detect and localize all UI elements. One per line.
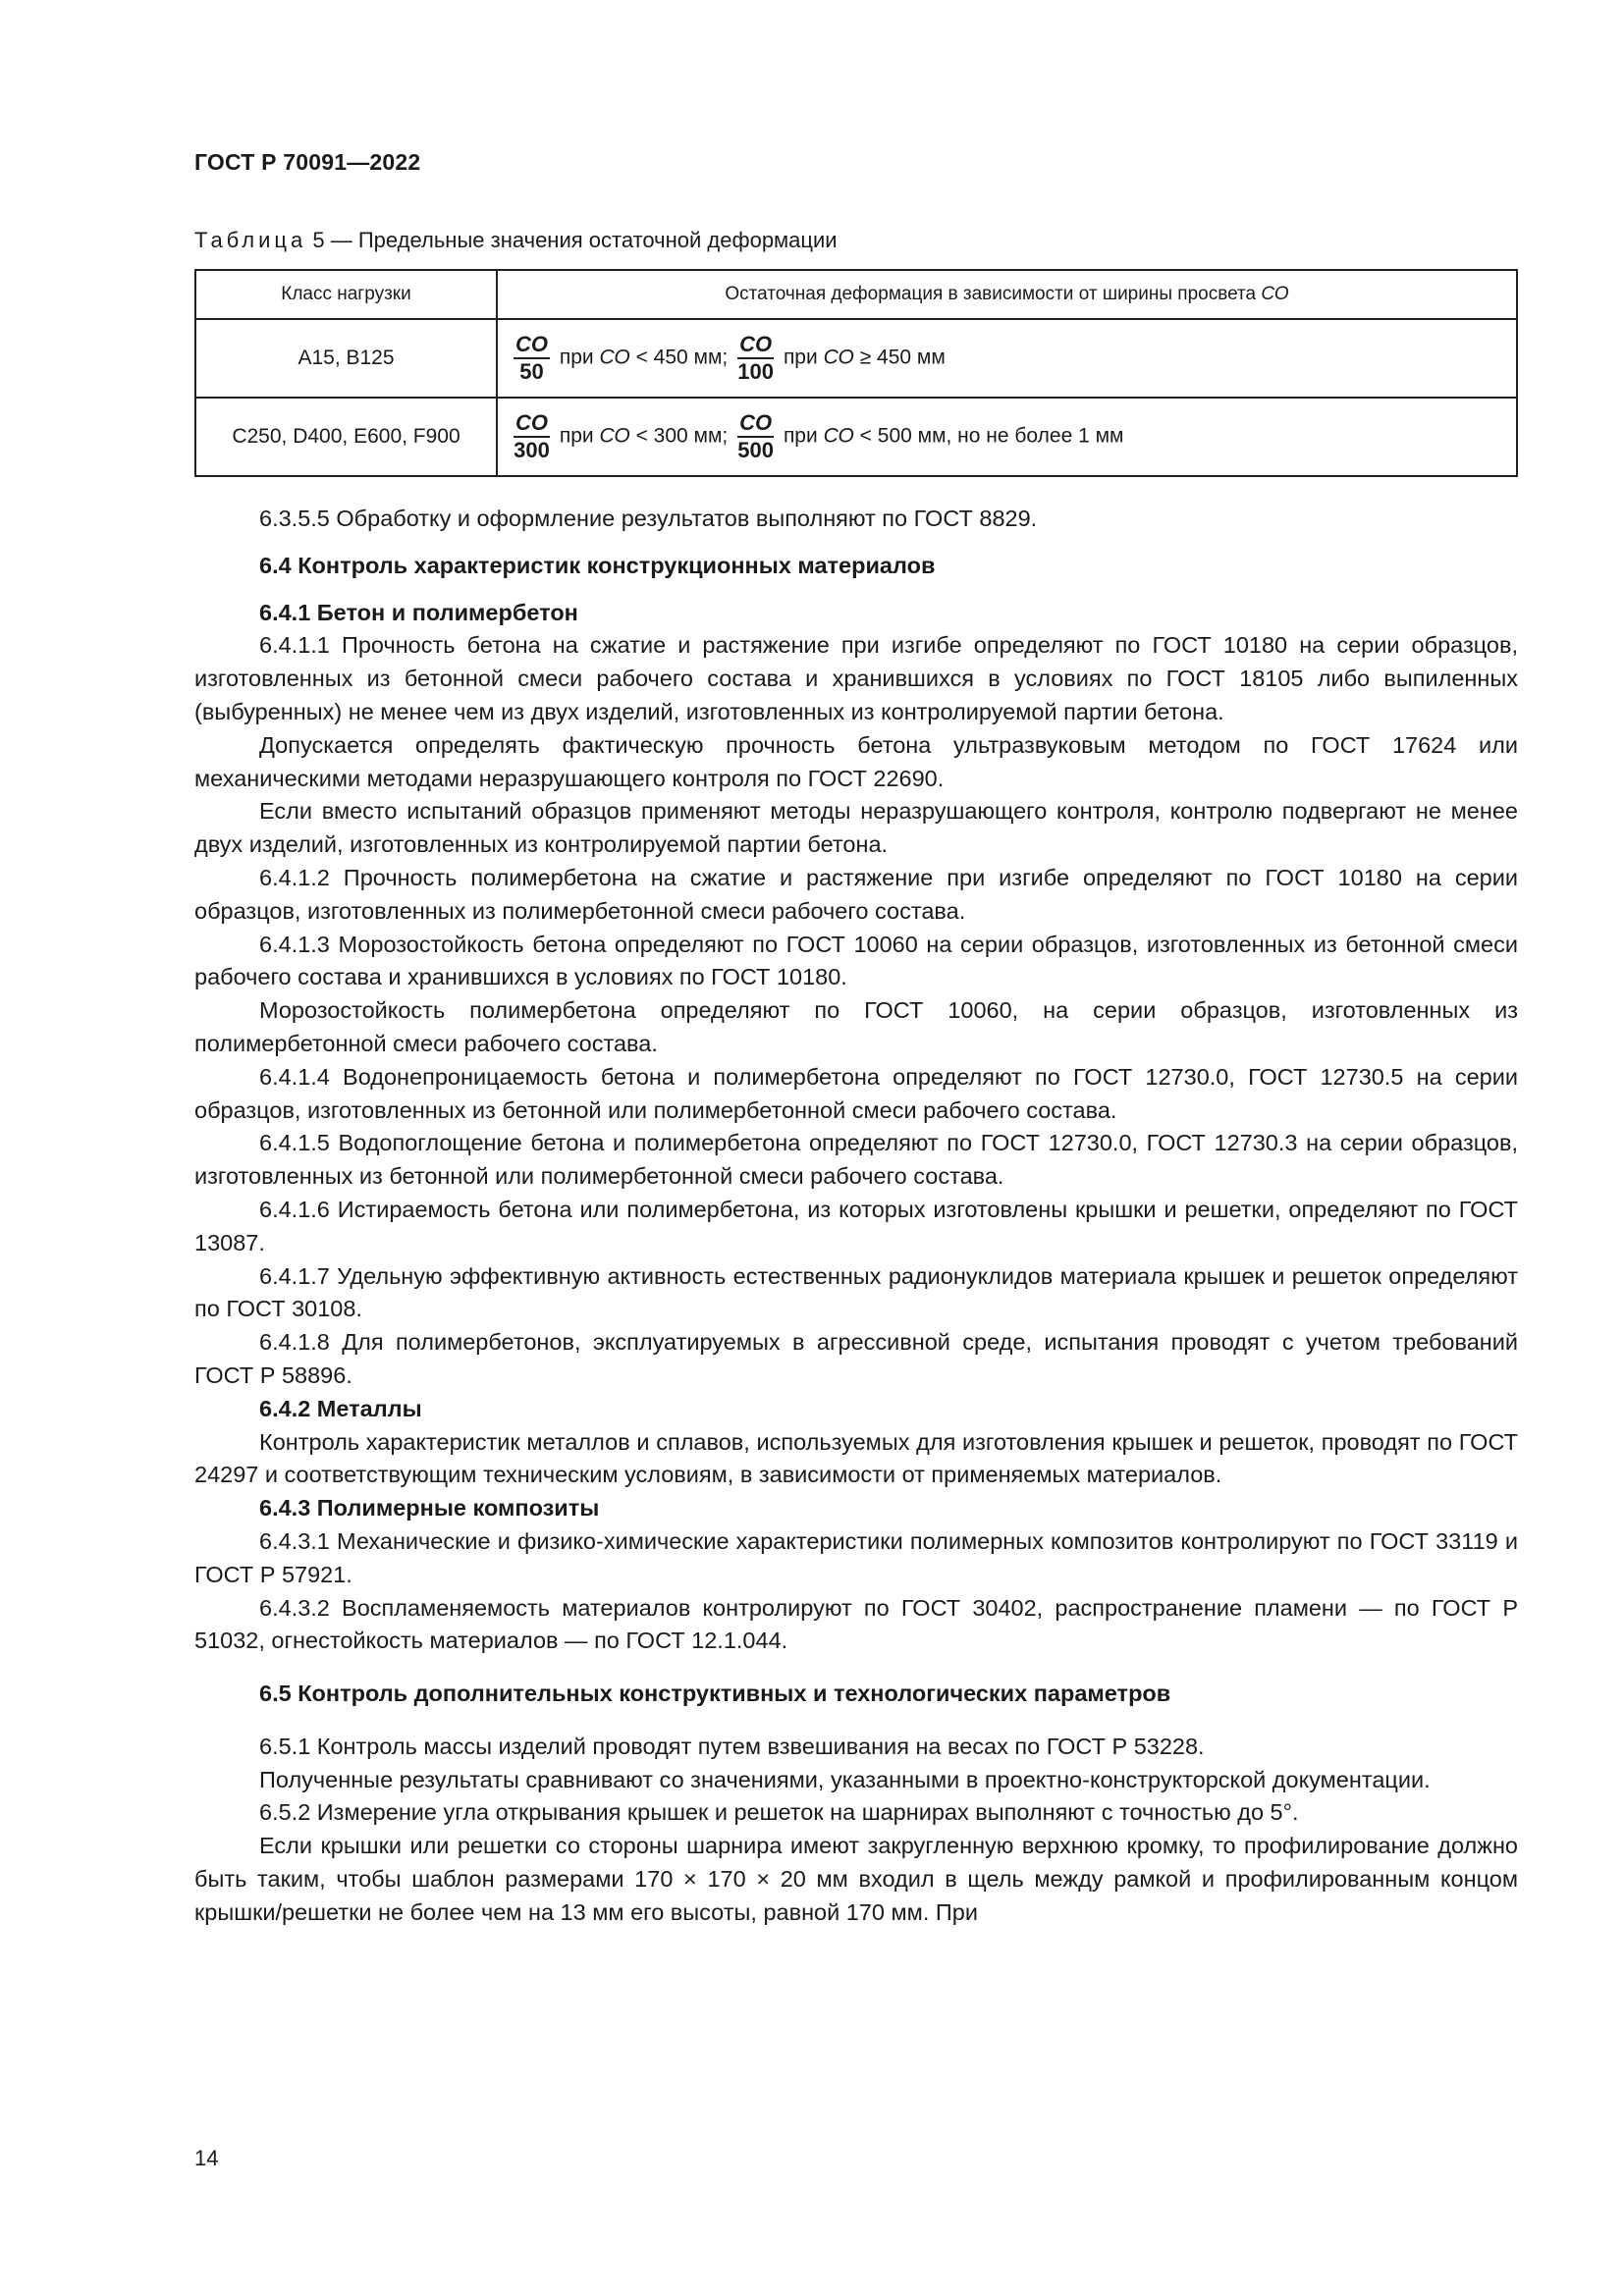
paragraph: Допускается определять фактическую прочность бетона ультразвуковым методом по ГОСТ 17624 или механическими методами неразрушающего контроля по ГОСТ 22690. [194,731,1518,791]
paragraph: 6.4.1.4 Водонепроницаемость бетона и полимербетона определяют по ГОСТ 12730.0, ГОСТ 12730.5 на серии образцов, изготовленных из бетонной или полимербетонной смеси рабочего состава. [194,1063,1518,1123]
paragraph: Если крышки или решетки со стороны шарнира имеют закругленную верхнюю кромку, то профилирование должно быть таким, чтобы шаблон размерами 170 × 170 × 20 мм входил в щель между рамкой и профилированным концом крышки/решетки не более чем на 13 мм его высоты, равной 170 мм. При [194,1833,1518,1925]
load-class-cell: А15, В125 [195,319,497,398]
paragraph: 6.4.1.2 Прочность полимербетона на сжатие и растяжение при изгибе определяют по ГОСТ 10180 на серии образцов, изготовленных из полимербетонной смеси рабочего состава. [194,864,1518,924]
deformation-formula-cell: $\frac{СО}{300}$ при СО < 300 мм; $\frac{СО}{500}$ при СО < 500 мм, но не более 1 мм [497,398,1517,476]
paragraph: 6.4.1.1 Прочность бетона на сжатие и растяжение при изгибе определяют по ГОСТ 10180 на серии образцов, изготовленных из бетонной смеси рабочего состава и хранившихся в условиях по ГОСТ 18105 либо выпиленных (выбуренных) не менее чем из двух изделий, изготовленных из контролируемой партии бетона. [194,632,1518,724]
paragraph: 6.5.2 Измерение угла открывания крышек и решеток на шарнирах выполняют с точностью до 5°. [259,1799,1299,1826]
subsection-heading: 6.4.1 Бетон и полимербетон [259,599,578,625]
paragraph: 6.4.1.3 Морозостойкость бетона определяют по ГОСТ 10060 на серии образцов, изготовленных из бетонной смеси рабочего состава и хранившихся в условиях по ГОСТ 10180. [194,931,1518,990]
paragraph: Контроль характеристик металлов и сплавов, используемых для изготовления крышек и решеток, проводят по ГОСТ 24297 и соответствующим техническим условиям, в зависимости от применяемых материалов. [194,1428,1518,1488]
paragraph: 6.4.1.5 Водопоглощение бетона и полимербетона определяют по ГОСТ 12730.0, ГОСТ 12730.3 на серии образцов, изготовленных из бетонной или полимербетонной смеси рабочего состава. [194,1130,1518,1190]
fraction: $\frac{СО}{50}$ [515,332,548,384]
document-body [194,503,1518,1930]
table-row [195,319,1517,398]
table-row [195,398,1517,476]
subsection-heading: 6.4.3 Полимерные композиты [259,1495,600,1522]
deformation-formula-cell: $\frac{СО}{50}$ при СО < 450 мм; $\frac{СО}{100}$ при СО ≥ 450 мм [497,319,1517,398]
paragraph: 6.4.1.8 Для полимербетонов, эксплуатируемых в агрессивной среде, испытания проводят с учетом требований ГОСТ Р 58896. [194,1329,1518,1388]
section-heading: 6.5 Контроль дополнительных конструктивных и технологических параметров [259,1681,1171,1707]
subsection-heading: 6.4.2 Металлы [259,1395,422,1421]
table-caption [194,228,838,253]
paragraph: Полученные результаты сравнивают со значениями, указанными в проектно-конструкторской документации. [259,1766,1431,1792]
document-header: ГОСТ Р 70091—2022 [194,149,421,175]
table-caption-prefix: Таблица [194,228,307,252]
fraction: $\frac{СО}{500}$ [737,410,774,462]
paragraph: 6.4.3.2 Воспламеняемость материалов контролируют по ГОСТ 30402, распространение пламени — по ГОСТ Р 51032, огнестойкость материалов — по ГОСТ 12.1.044. [194,1594,1518,1654]
deformation-limits-table [194,269,1518,477]
paragraph: 6.4.3.1 Механические и физико-химические характеристики полимерных композитов контролируют по ГОСТ 33119 и ГОСТ Р 57921. [194,1527,1518,1587]
col-header-deformation: Остаточная деформация в зависимости от ширины просвета СО [497,270,1517,319]
paragraph: Морозостойкость полимербетона определяют по ГОСТ 10060, на серии образцов, изготовленных из полимербетонной смеси рабочего состава. [194,997,1518,1056]
section-heading: 6.4 Контроль характеристик конструкционных материалов [259,552,936,578]
paragraph: 6.5.1 Контроль массы изделий проводят путем взвешивания на весах по ГОСТ Р 53228. [259,1733,1205,1759]
paragraph: 6.4.1.7 Удельную эффективную активность естественных радионуклидов материала крышек и решеток определяют по ГОСТ 30108. [194,1262,1518,1322]
load-class-cell: С250, D400, Е600, F900 [195,398,497,476]
fraction: $\frac{СО}{100}$ [737,332,774,384]
paragraph: 6.3.5.5 Обработку и оформление результатов выполняют по ГОСТ 8829. [259,506,1038,531]
page-number: 14 [194,2146,219,2170]
paragraph: Если вместо испытаний образцов применяют методы неразрушающего контроля, контролю подвергают не менее двух изделий, изготовленных из контролируемой партии бетона. [194,798,1518,858]
table-caption-number: 5 [312,228,325,252]
col-header-load-class: Класс нагрузки [195,270,497,319]
paragraph: 6.4.1.6 Истираемость бетона или полимербетона, из которых изготовлены крышки и решетки, определяют по ГОСТ 13087. [194,1196,1518,1255]
fraction: $\frac{СО}{300}$ [514,410,550,462]
table-header-row [195,270,1517,319]
table-caption-text: — Предельные значения остаточной деформации [324,228,838,252]
